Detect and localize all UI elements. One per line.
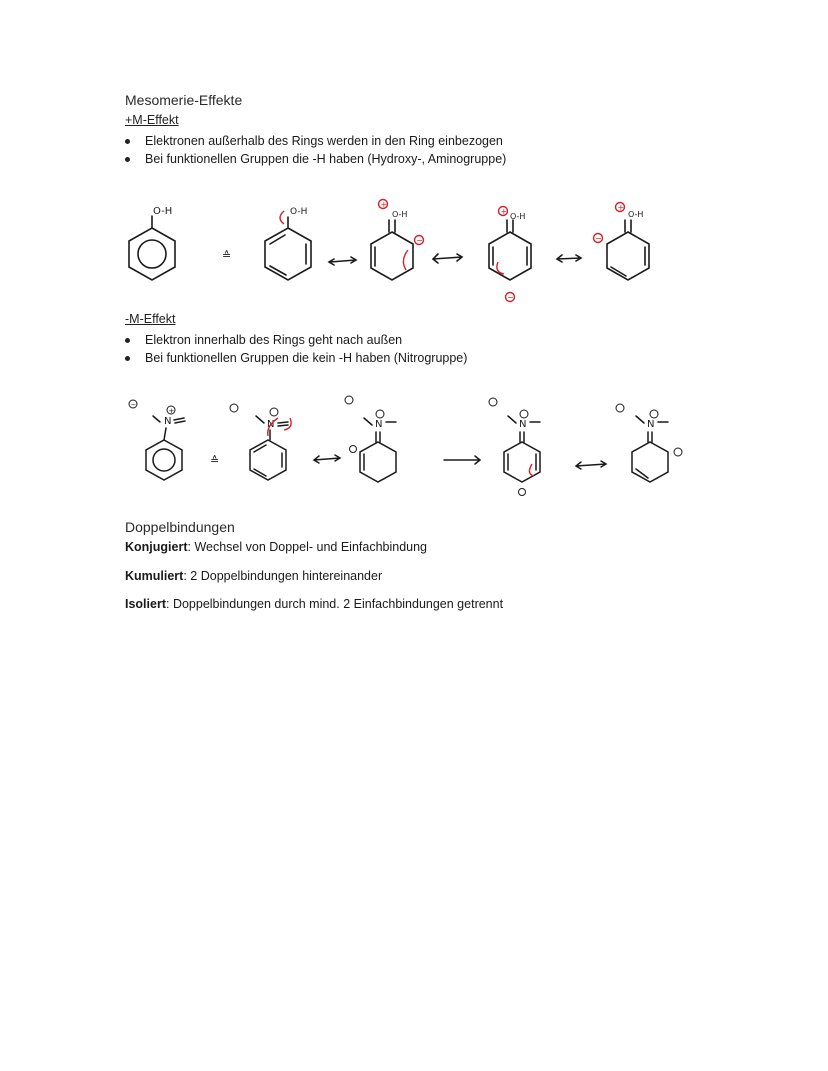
plus-m-molecule-3: [371, 220, 413, 280]
minus-m-charge-minus-label: −: [130, 401, 137, 409]
plus-m-charge-minus-3: [415, 236, 424, 246]
definition-konjugiert: [125, 538, 427, 556]
plus-m-bullet-2: Bei funktionellen Gruppen die -H haben (Hydroxy-, Aminogruppe): [122, 150, 506, 168]
minus-m-group-1: N: [164, 416, 172, 427]
plus-m-curved-arrow-1: [280, 211, 284, 224]
minus-m-curved-arrow-2: [284, 418, 291, 430]
plus-m-molecule-5: [607, 220, 649, 280]
minus-m-label: -M-Effekt: [125, 312, 176, 326]
minus-m-group-5: N: [647, 419, 655, 430]
section-title-mesomerie: Mesomerie-Effekte: [125, 92, 243, 108]
plus-m-curved-arrow-2: [403, 250, 408, 270]
plus-m-molecule-2: [265, 217, 311, 280]
plus-m-charge-minus-4: [506, 293, 515, 303]
plus-m-charge-plus-5: [616, 203, 625, 213]
definition-text-konjugiert: : Wechsel von Doppel- und Einfachbindung: [187, 540, 428, 554]
plus-m-group-5: O-H: [628, 210, 644, 219]
definition-term-konjugiert: Konjugiert: [125, 540, 188, 554]
definition-term-kumuliert: Kumuliert: [125, 569, 184, 583]
minus-m-bullet-list: [122, 331, 467, 367]
definition-term-isoliert: Isoliert: [125, 597, 166, 611]
plus-m-group-3: O-H: [392, 210, 408, 219]
minus-m-bullet-1: Elektron innerhalb des Rings geht nach außen: [122, 331, 467, 349]
minus-m-resonance-figure: [118, 392, 708, 512]
section-title-doppelbindungen: Doppelbindungen: [125, 519, 235, 535]
plus-m-bullet-1: Elektronen außerhalb des Rings werden in den Ring einbezogen: [122, 132, 506, 150]
definition-kumuliert: [125, 567, 382, 585]
minus-m-group-4: N: [519, 419, 527, 430]
minus-m-group-3: N: [375, 419, 383, 430]
plus-m-group-2: O-H: [290, 207, 308, 217]
plus-m-charge-4-symbol: +: [500, 207, 508, 216]
plus-m-charge-4-minus-symbol: −: [507, 293, 514, 302]
plus-m-charge-3-minus-symbol: −: [416, 236, 423, 245]
plus-m-resonance-arrows: [329, 254, 581, 265]
definition-text-isoliert: : Doppelbindungen durch mind. 2 Einfachbindungen getrennt: [166, 597, 504, 611]
plus-m-group-1: O-H: [153, 206, 173, 217]
plus-m-molecule-1: [129, 216, 175, 280]
plus-m-molecule-4: [489, 220, 531, 280]
plus-m-label: +M-Effekt: [125, 113, 179, 127]
plus-m-charge-3-symbol: +: [380, 200, 388, 209]
plus-m-charge-5-symbol: +: [617, 203, 625, 212]
minus-m-bullet-2: Bei funktionellen Gruppen die kein -H haben (Nitrogruppe): [122, 349, 467, 367]
plus-m-bullet-list: [122, 132, 506, 168]
minus-m-charge-plus-label: +: [168, 407, 175, 415]
plus-m-charge-plus-3: [379, 200, 388, 210]
minus-m-curved-arrow-3: [529, 464, 534, 476]
minus-m-resonance-arrows: [314, 455, 606, 469]
minus-m-group-2: N: [267, 419, 275, 430]
minus-m-equivalence-symbol: ≙: [210, 454, 220, 467]
definition-isoliert: [125, 595, 503, 613]
plus-m-group-4: O-H: [510, 212, 526, 221]
definition-text-kumuliert: : 2 Doppelbindungen hintereinander: [183, 569, 383, 583]
plus-m-charge-plus-4: [499, 207, 508, 217]
plus-m-charge-5-minus-symbol: −: [595, 234, 602, 243]
plus-m-charge-minus-5: [594, 234, 603, 244]
plus-m-resonance-figure: [110, 192, 670, 307]
plus-m-equivalence-symbol: ≙: [222, 249, 232, 262]
